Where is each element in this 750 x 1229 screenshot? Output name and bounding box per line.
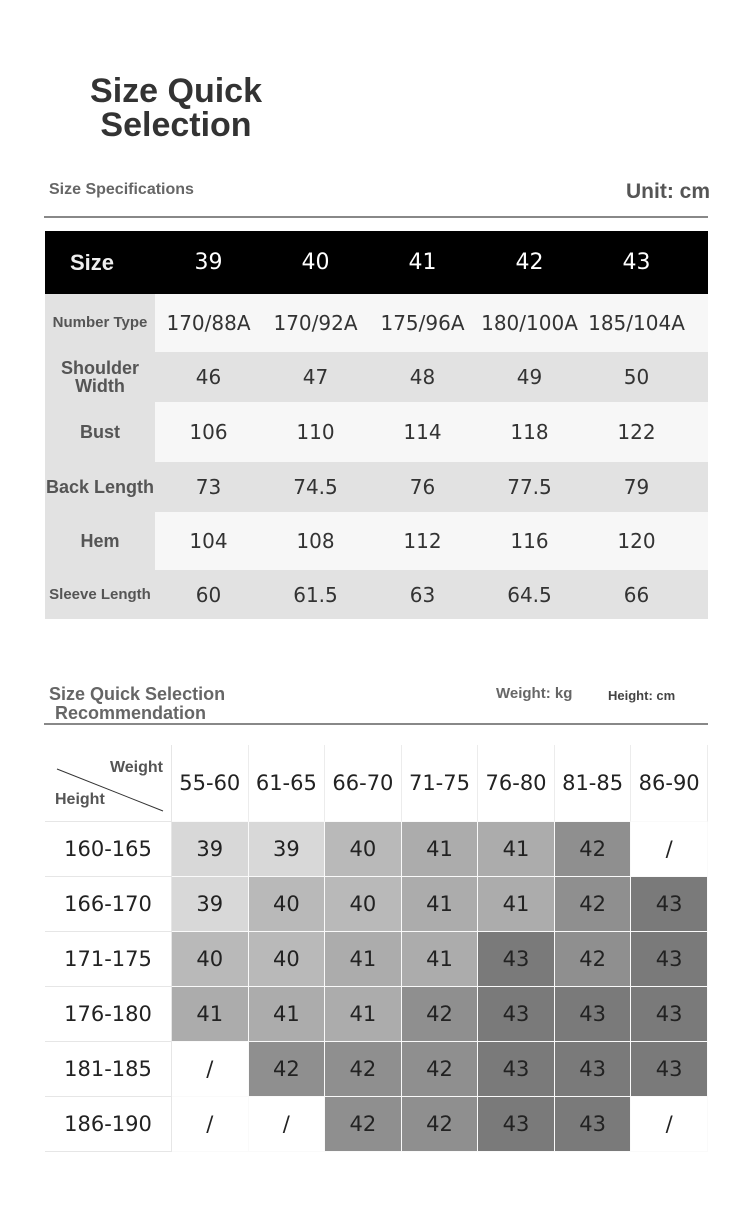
spec-row-values	[155, 352, 708, 402]
recommended-size-cell: 40	[249, 877, 326, 932]
recommended-size-cell: 42	[402, 1042, 479, 1097]
spec-row-label: Shoulder Width	[45, 352, 155, 402]
spec-row-label: Bust	[45, 402, 155, 462]
weight-range-header: 66-70	[325, 745, 402, 822]
spec-row-values	[155, 462, 708, 512]
spec-value-cell: 46	[195, 365, 222, 389]
weight-range-header: 61-65	[249, 745, 326, 822]
spec-divider	[44, 216, 708, 218]
spec-value-cell: 61.5	[293, 582, 338, 607]
spec-row	[45, 294, 708, 352]
spec-value-cell: 170/88A	[166, 311, 251, 335]
rec-row	[45, 822, 708, 877]
recommended-size-cell: 40	[325, 822, 402, 877]
spec-header-label: Size	[70, 249, 115, 275]
weight-range-header: 71-75	[402, 745, 479, 822]
recommended-size-cell: 42	[325, 1042, 402, 1097]
recommended-size-cell: 41	[402, 932, 479, 987]
spec-size-header: 39	[194, 250, 223, 275]
recommended-size-cell: 42	[555, 822, 632, 877]
spec-row	[45, 402, 708, 462]
rec-row	[45, 987, 708, 1042]
recommended-size-cell: 42	[402, 987, 479, 1042]
spec-row	[45, 462, 708, 512]
spec-value-cell: 114	[403, 420, 442, 444]
recommended-size-cell: 43	[631, 987, 708, 1042]
recommended-size-cell: 39	[249, 822, 326, 877]
spec-value-cell: 63	[409, 582, 436, 607]
spec-value-cell: 77.5	[507, 475, 552, 499]
recommended-size-cell: 43	[478, 987, 555, 1042]
spec-value-cell: 108	[296, 529, 335, 553]
recommended-size-cell: 41	[402, 877, 479, 932]
rec-row	[45, 1097, 708, 1152]
height-range-cell: 171-175	[45, 932, 172, 987]
spec-value-cell: 76	[409, 475, 436, 499]
recommended-size-cell: 41	[172, 987, 249, 1042]
spec-value-cell: 49	[516, 365, 543, 389]
spec-row-label: Number Type	[45, 294, 155, 352]
spec-body	[45, 294, 708, 619]
weight-range-header: 81-85	[555, 745, 632, 822]
spec-value-cell: 118	[510, 420, 549, 444]
rec-row	[45, 877, 708, 932]
spec-row	[45, 352, 708, 402]
rec-divider	[44, 723, 708, 725]
spec-value-cell: 79	[623, 475, 650, 499]
spec-value-cell: 180/100A	[481, 311, 578, 335]
spec-unit-label: Unit: cm	[626, 180, 710, 203]
recommended-size-cell: /	[631, 1097, 708, 1152]
spec-value-cell: 120	[617, 529, 656, 553]
spec-row-label: Hem	[45, 512, 155, 570]
height-range-cell: 160-165	[45, 822, 172, 877]
spec-section-label: Size Specifications	[49, 181, 194, 198]
rec-row	[45, 932, 708, 987]
recommended-size-cell: 43	[478, 1097, 555, 1152]
spec-row-label: Back Length	[45, 462, 155, 512]
rec-section-label-line2: Recommendation	[55, 703, 207, 723]
recommended-size-cell: 39	[172, 877, 249, 932]
spec-row-values	[155, 294, 708, 352]
spec-value-cell: 175/96A	[380, 311, 465, 335]
rec-section-label	[49, 685, 225, 723]
recommended-size-cell: 40	[172, 932, 249, 987]
page-title-line2: Selection	[100, 106, 252, 144]
spec-row-values	[155, 402, 708, 462]
recommended-size-cell: 43	[555, 1042, 632, 1097]
recommended-size-cell: 39	[172, 822, 249, 877]
recommended-size-cell: 43	[478, 932, 555, 987]
spec-value-cell: 74.5	[293, 475, 338, 499]
spec-value-cell: 110	[296, 420, 335, 444]
spec-header-row	[45, 231, 708, 294]
weight-range-header: 55-60	[172, 745, 249, 822]
height-range-cell: 181-185	[45, 1042, 172, 1097]
spec-size-header: 43	[622, 250, 651, 275]
spec-size-header: 40	[301, 250, 330, 275]
height-range-cell: 176-180	[45, 987, 172, 1042]
weight-range-header: 86-90	[631, 745, 708, 822]
recommended-size-cell: 41	[478, 822, 555, 877]
recommended-size-cell: 41	[325, 932, 402, 987]
recommended-size-cell: 40	[325, 877, 402, 932]
corner-height-label: Height	[55, 791, 105, 808]
weight-range-header: 76-80	[478, 745, 555, 822]
recommended-size-cell: 43	[555, 1097, 632, 1152]
height-unit-label: Height: cm	[608, 688, 676, 703]
recommended-size-cell: 41	[478, 877, 555, 932]
recommended-size-cell: 42	[249, 1042, 326, 1097]
recommended-size-cell: 40	[249, 932, 326, 987]
recommended-size-cell: 42	[555, 932, 632, 987]
spec-row	[45, 570, 708, 619]
page-title	[56, 74, 296, 142]
recommended-size-cell: 42	[555, 877, 632, 932]
recommended-size-cell: 41	[249, 987, 326, 1042]
rec-header-row	[45, 745, 708, 822]
spec-value-cell: 185/104A	[588, 311, 685, 335]
spec-value-cell: 104	[189, 529, 228, 553]
rec-body	[45, 822, 708, 1152]
spec-value-cell: 122	[617, 420, 656, 444]
rec-section-label-line1: Size Quick Selection	[49, 684, 226, 704]
size-spec-table	[45, 231, 708, 619]
recommended-size-cell: 43	[631, 932, 708, 987]
spec-value-cell: 116	[510, 529, 549, 553]
spec-row-values	[155, 512, 708, 570]
spec-row	[45, 512, 708, 570]
recommended-size-cell: 43	[631, 877, 708, 932]
weight-unit-label: Weight: kg	[496, 685, 573, 702]
recommended-size-cell: 43	[631, 1042, 708, 1097]
spec-value-cell: 48	[409, 365, 436, 389]
spec-value-cell: 66	[623, 582, 650, 607]
spec-value-cell: 60	[195, 582, 222, 607]
spec-row-label: Sleeve Length	[45, 570, 155, 619]
diagonal-divider	[45, 745, 172, 822]
spec-value-cell: 112	[403, 529, 442, 553]
spec-size-header: 41	[408, 250, 437, 275]
spec-value-cell: 106	[189, 420, 228, 444]
recommended-size-cell: 43	[555, 987, 632, 1042]
recommended-size-cell: 42	[325, 1097, 402, 1152]
rec-row	[45, 1042, 708, 1097]
spec-row-values	[155, 570, 708, 619]
corner-weight-label: Weight	[109, 759, 163, 776]
recommended-size-cell: /	[249, 1097, 326, 1152]
rec-corner-cell	[45, 745, 172, 822]
recommended-size-cell: 43	[478, 1042, 555, 1097]
recommended-size-cell: /	[172, 1097, 249, 1152]
spec-value-cell: 73	[195, 475, 222, 499]
recommended-size-cell: /	[172, 1042, 249, 1097]
spec-value-cell: 64.5	[507, 582, 552, 607]
recommended-size-cell: 41	[325, 987, 402, 1042]
spec-size-header: 42	[515, 250, 544, 275]
size-recommendation-table	[45, 745, 708, 1152]
height-range-cell: 166-170	[45, 877, 172, 932]
spec-value-cell: 47	[302, 365, 329, 389]
spec-value-cell: 50	[623, 365, 650, 389]
page-title-line1: Size Quick	[90, 72, 262, 110]
recommended-size-cell: /	[631, 822, 708, 877]
recommended-size-cell: 41	[402, 822, 479, 877]
recommended-size-cell: 42	[402, 1097, 479, 1152]
spec-value-cell: 170/92A	[273, 311, 358, 335]
height-range-cell: 186-190	[45, 1097, 172, 1152]
